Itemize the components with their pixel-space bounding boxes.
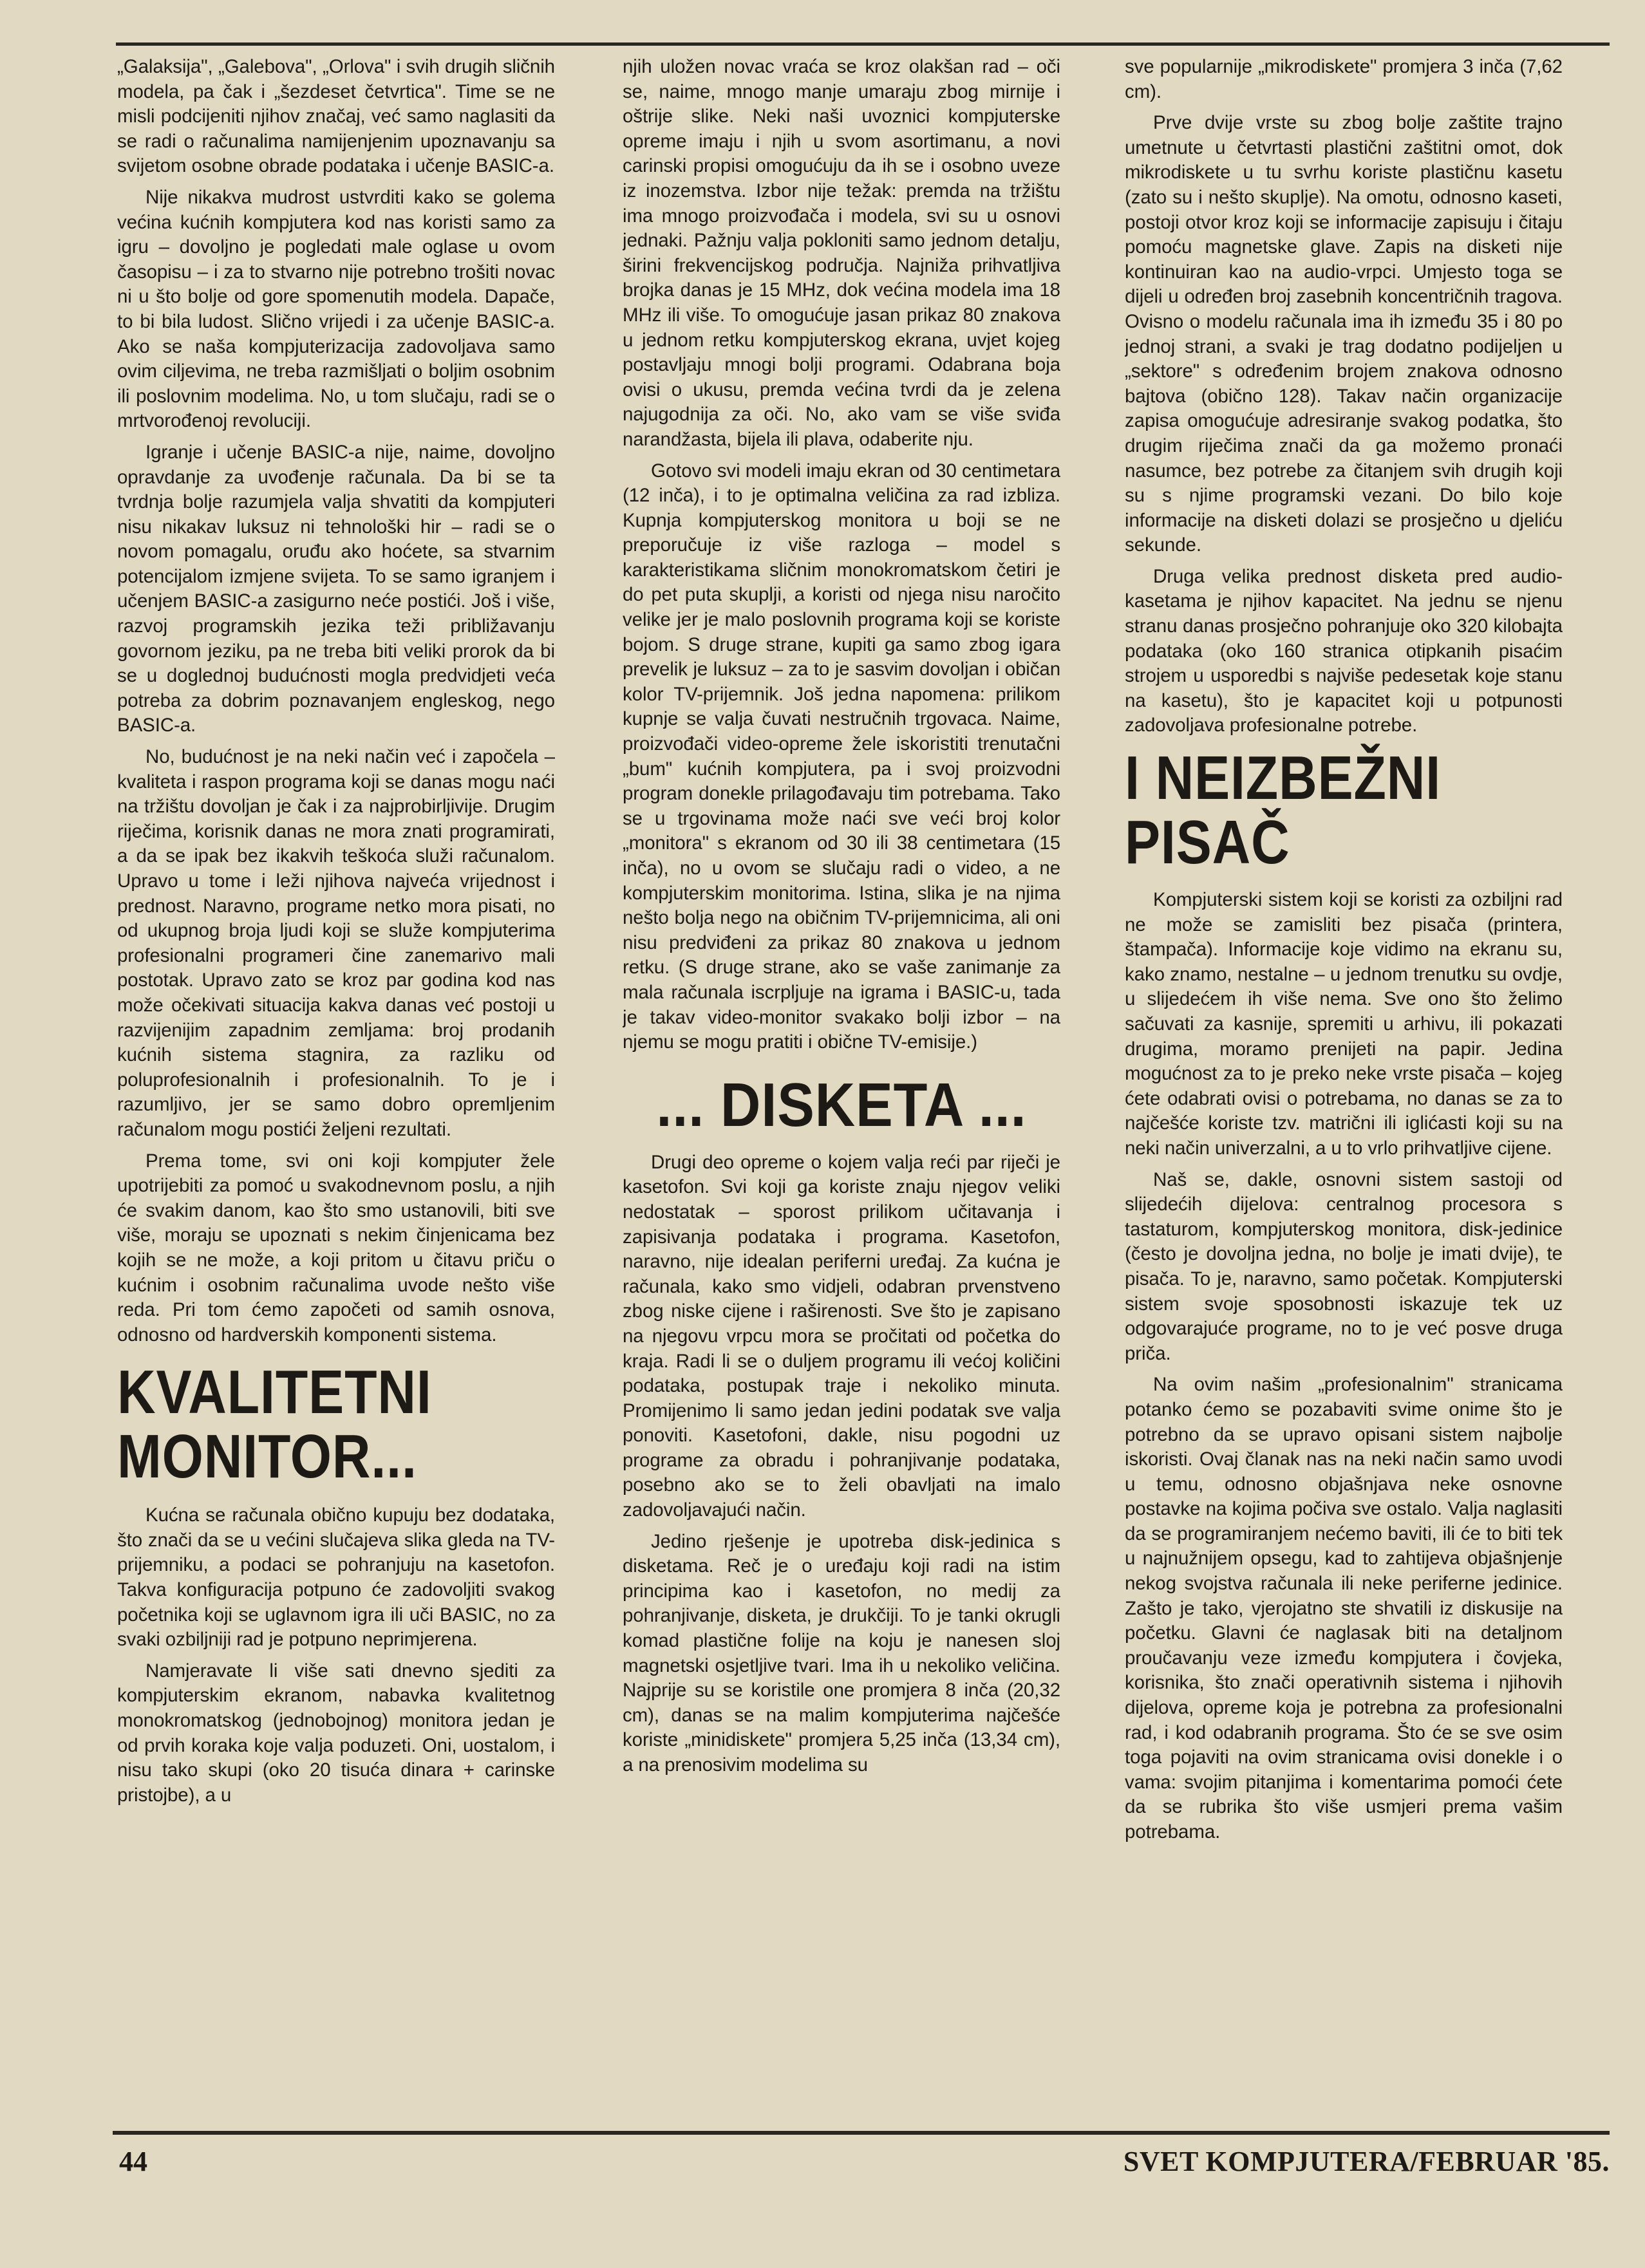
paragraph: Naš se, dakle, osnovni sistem sastoji od slijedećih dijelova: centralnog procesora s tastaturom, kompjuterskog monitora, disk-jedinice (često je dovoljna jedna, no bolje je imati dvije), te pisača. To je, naravno, samo početak. Kompjuterski sistem svoje sposobnosti iskazuje tek uz odgovarajuće programe, no to je već posve druga priča.: [1125, 1168, 1563, 1364]
column-1: [117, 55, 555, 2115]
headline-pisac: I NEIZBEŽNI PISAČ: [1125, 744, 1442, 877]
paragraph: Prema tome, svi oni koji kompjuter žele upotrijebiti za pomoć u svakodnevnom poslu, a njih će svakim danom, kao što smo ustanovili, biti sve više, moraju se upoznati s nekim činjenicama bez kojih se ne može, a koji pritom u čitavu priču o kućnim i osobnim računalima uvode nešto više reda. Pri tom ćemo započeti od samih osnova, odnosno od hardverskih komponenti sistema.: [117, 1150, 555, 1345]
paragraph: Kompjuterski sistem koji se koristi za ozbiljni rad ne može se zamisliti bez pisača (printera, štampača). Informacije koje vidimo na ekranu su, kako znamo, nestalne – u jednom trenutku su ovdje, u slijedećem ih više nema. Sve ono što želimo sačuvati za kasnije, spremiti u arhivu, ili pokazati drugima, moramo prenijeti na papir. Jedina mogućnost za to je preko neke vrste pisača – kojeg ćete odabrati ovisi o potrebama, no danas se za to najčešće koriste tzv. matrični ili iglićasti koji su na neki način univerzalni, a u to vrlo prihvatljive cijene.: [1125, 889, 1563, 1159]
paragraph: Namjeravate li više sati dnevno sjediti za kompjuterskim ekranom, nabavka kvalitetnog monokromatskog (jednobojnog) monitora jedan je od prvih koraka koje valja poduzeti. Oni, uostalom, i nisu tako skupi (oko 20 tisuća dinara + carinske pristojbe), a u: [117, 1660, 555, 1806]
paragraph: sve popularnije „mikrodiskete" promjera 3 inča (7,62 cm).: [1125, 56, 1563, 102]
column-2: [623, 55, 1060, 2115]
paragraph: Igranje i učenje BASIC-a nije, naime, dovoljno opravdanje za uvođenje računala. Da bi se ta tvrdnja bolje razumjela valja shvatiti da kompjuteri nisu nikakav luksuz ni tehnološki hir – radi se o novom pomagalu, oruđu ako hoćete, sa stvarnim potencijalom izmjene svijeta. To se samo igranjem i učenjem BASIC-a zasigurno neće postići. Još i više, razvoj programskih jezika teži približavanju govornom jeziku, pa ne treba biti veliki prorok da bi se u doglednoj budućnosti mogla predvidjeti veća potreba za dobrim poznavanjem engleskog, nego BASIC-a.: [117, 441, 555, 736]
paragraph: Kućna se računala obično kupuju bez dodataka, što znači da se u većini slučajeva slika gleda na TV-prijemniku, a podaci se pohranjuju na kasetofon. Takva konfiguracija potpuno će zadovoljiti svakog početnika koji se uglavnom igra ili uči BASIC, no za svaki ozbiljniji rad je potpuno neprimjerena.: [117, 1504, 555, 1651]
paragraph: „Galaksija", „Galebova", „Orlova" i svih drugih sličnih modela, pa čak i „šezdeset četvrtica". Time se ne misli podcijeniti njihov značaj, već samo naglasiti da se radi o računalima namijenjenim upoznavanju sa svijetom osobne obrade podataka i učenje BASIC-a.: [117, 56, 555, 177]
headline-disketa: ... DISKETA ...: [656, 1070, 1027, 1139]
paragraph: Prve dvije vrste su zbog bolje zaštite trajno umetnute u četvrtasti plastični zaštitni omot, dok mikrodiskete u tu svrhu koriste plastičnu kasetu (zato su i nešto skuplje). Na omotu, odnosno kaseti, postoji otvor kroz koji se informacije zapisuju i čitaju pomoću magnetske glave. Zapis na disketi nije kontinuiran kao na audio-vrpci. Umjesto toga se dijeli u određen broj zasebnih koncentričnih tragova. Ovisno o modelu računala ima ih između 35 i 80 po jednoj strani, a svaki je trag dodatno podijeljen u „sektore" s određenim brojem znakova odnosno bajtova (obično 128). Takav način organizacije zapisa omogućuje adresiranje svakog podatka, što drugim riječima znači da ga možemo pronaći nasumce, bez potrebe za čitanjem svih drugih koji su s njime programski vezani. Do bilo koje informacije na disketi dolazi se prosječno u djeliću sekunde.: [1125, 112, 1563, 556]
page-number: 44: [119, 2146, 147, 2177]
paragraph: Nije nikakva mudrost ustvrditi kako se golema većina kućnih kompjutera kod nas koristi samo za igru – dovoljno je pogledati male oglase u ovom časopisu – i za to stvarno nije potrebno trošiti novac ni u što bolje od gore spomenutih modela. Dapače, to bi bila ludost. Slično vrijedi i za učenje BASIC-a. Ako se naša kompjuterizacija zadovoljava samo ovim ciljevima, ne treba razmišljati o boljim osobnim ili poslovnim modelima. No, u tom slučaju, radi se o mrtvorođenoj revoluciji.: [117, 186, 555, 432]
paragraph: Gotovo svi modeli imaju ekran od 30 centimetara (12 inča), i to je optimalna veličina za rad izbliza. Kupnja kompjuterskog monitora u boji se ne preporučuje iz više razloga – model s karakteristikama sličnim monokromatskom četiri je do pet puta skuplji, a koristi od njega nisu naročito velike jer je malo poslovnih programa koji se koriste bojom. S druge strane, kupiti ga samo zbog igara prevelik je luksuz – za to je sasvim dovoljan i običan kolor TV-prijemnik. Još jedna napomena: prilikom kupnje se valja čuvati nestručnih trgovaca. Naime, proizvođači video-opreme žele iskoristiti trenutačni „bum" kućnih kompjutera, pa i svoj proizvodni program donekle prilagođavaju tim potrebama. Tako se u trgovinama može naći sve veći broj kolor „monitora" s ekranom od 30 ili 38 centimetara (15 inča), no u ovom se slučaju radi o video, a ne kompjuterskim monitorima. Istina, slika je na njima nešto bolja nego na običnim TV-prijemnicima, ali oni nisu predviđeni za prikaz 80 znakova u jednom retku. (S druge strane, ako se vaše zanimanje za mala računala iscrpljuje na igrama i BASIC-u, tada je takav video-monitor svakako bolji izbor – na njemu se mogu pratiti i obične TV-emisije.): [623, 460, 1060, 1053]
magazine-name: SVET KOMPJUTERA/FEBRUAR '85.: [1123, 2146, 1610, 2177]
bottom-rule: [113, 2131, 1610, 2135]
column-3: [1125, 55, 1563, 2115]
paragraph: No, budućnost je na neki način već i započela – kvaliteta i raspon programa koji se danas mogu naći na tržištu dovoljan je čak i za najprobirljivije. Drugim riječima, korisnik danas ne mora znati programirati, a da se ipak bez ikakvih teškoća služi računalom. Upravo u tome i leži njihova najveća vrijednost i prednost. Naravno, programe netko mora pisati, no od ukupnog broja ljudi koji se služe kompjuterima profesionalni programeri čine zanemarivo mali postotak. Upravo zato se kroz par godina kod nas može očekivati situacija kakva danas već postoji u razvijenijim zapadnim zemljama: broj prodanih kućnih sistema stagnira, za razliku od poluprofesionalnih i profesionalnih. To je i razumljivo, jer se samo dobro opremljenim računalom mogu postići željeni rezultati.: [117, 746, 555, 1140]
paragraph: Jedino rješenje je upotreba disk-jedinica s disketama. Reč je o uređaju koji radi na istim principima kao i kasetofon, no medij za pohranjivanje, disketa, je drukčiji. To je tanki okrugli komad plastične folije na koju je nanesen sloj magnetski osjetljive tvari. Ima ih u nekoliko veličina. Najprije su se koristile one promjera 8 inča (20,32 cm), danas se na malim kompjuterima najčešće koriste „minidiskete" promjera 5,25 inča (13,34 cm), a na prenosivim modelima su: [623, 1530, 1060, 1776]
headline-monitor: KVALITETNI MONITOR...: [117, 1358, 432, 1492]
paragraph: Drugi deo opreme o kojem valja reći par riječi je kasetofon. Svi koji ga koriste znaju njegov veliki nedostatak – sporost prilikom učitavanja i zapisivanja podataka i programa. Kasetofon, naravno, nije idealan periferni uređaj. Za kućna je računala, kako smo vidjeli, odabran prvenstveno zbog niske cijene i raširenosti. Sve što je zapisano na njegovu vrpcu mora se pročitati od početka do kraja. Radi li se o duljem programu ili većoj količini podataka, postupak traje i nekoliko minuta. Promijenimo li samo jedan jedini podatak sve valja ponoviti. Kasetofoni, dakle, nisu pogodni uz programe za obradu i pohranjivanje podataka, posebno ako se to želi obavljati na imalo zadovoljavajući način.: [623, 1151, 1060, 1521]
paragraph: Druga velika prednost disketa pred audio-kasetama je njihov kapacitet. Na jednu se njenu stranu danas prosječno pohranjuje oko 320 kilobajta podataka (oko 160 stranica otipkanih pisaćim strojem u usporedbi s najviše pedesetak koje stanu na kasetu), što je kapacitet koji u potpunosti zadovoljava profesionalne potrebe.: [1125, 565, 1563, 736]
paragraph: njih uložen novac vraća se kroz olakšan rad – oči se, naime, mnogo manje umaraju zbog mirnije i oštrije slike. Neki naši uvoznici kompjuterske opreme imaju i njih u svom asortimanu, a novi carinski propisi omogućuju da ih se i osobno uveze iz inozemstva. Izbor nije težak: premda na tržištu ima mnogo proizvođača i modela, svi su u osnovi jednaki. Pažnju valja pokloniti samo jednom detalju, širini frekvencijskog područja. Najniža prihvatljiva brojka danas je 15 MHz, dok većina modela ima 18 MHz ili više. To omogućuje jasan prikaz 80 znakova u jednom retku kompjuterskog ekrana, uvjet kojeg postavljaju mnogi bolji programi. Odabrana boja ovisi o ukusu, premda većina tvrdi da je zelena najugodnija za oči. No, ako vam se više sviđa narandžasta, bijela ili plava, odaberite nju.: [623, 56, 1060, 450]
top-rule: [116, 42, 1610, 46]
paragraph: Na ovim našim „profesionalnim" stranicama potanko ćemo se pozabaviti svime onime što je potrebno da se upravo opisani sistem najbolje iskoristi. Ovaj članak nas na neki način samo uvodi u temu, odnosno objašnjava neke osnovne postavke na kojima počiva sve ostalo. Valja naglasiti da se programiranjem nećemo baviti, ili će to biti tek u najnužnijem opsegu, kad to zahtijeva objašnjenje nekog svojstva računala ili neke periferne jedinice. Zašto je tako, vjerojatno ste shvatili iz diskusije na početku. Glavni će naglasak biti na detaljnom proučavanju veze između kompjutera i čovjeka, korisnika, što znači operativnih sistema i njihovih dijelova, opreme koja je potrebna za profesionalni rad, i kod odabranih programa. Što će se sve osim toga pojaviti na ovim stranicama ovisi donekle i o vama: svojim pitanjima i komentarima pomoći ćete da se rubrika što više usmjeri prema vašim potrebama.: [1125, 1374, 1563, 1842]
